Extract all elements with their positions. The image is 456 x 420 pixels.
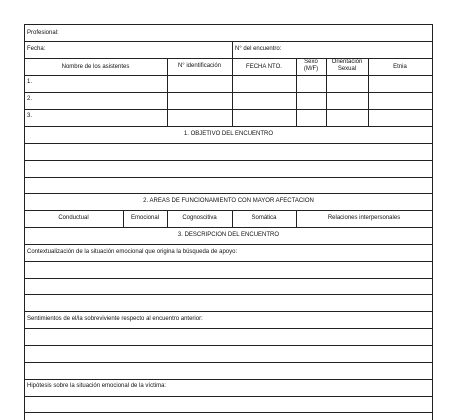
attendee-row-number: 3.: [27, 113, 33, 119]
rule: [24, 311, 433, 312]
rule: [24, 328, 433, 329]
area-cognoscitiva: Cognoscitiva: [182, 215, 217, 221]
rule: [24, 379, 433, 380]
header-etnia: Etnia: [393, 64, 407, 70]
rule: [24, 278, 433, 279]
rule: [24, 210, 433, 211]
rule: [24, 362, 433, 363]
rule: [24, 143, 433, 144]
section-title-areas: 2. AREAS DE FUNCIONAMIENTO CON MAYOR AFECTACION: [143, 198, 314, 204]
header-fecha-nto: FECHA NTO.: [246, 64, 282, 70]
attendee-row-number: 1.: [27, 79, 33, 85]
form-border-left: [24, 24, 25, 420]
header-orientacion-sexual: Sexual: [337, 66, 357, 72]
header-sexo: Sexo: [304, 59, 318, 65]
attendee-row-number: 2.: [27, 96, 33, 102]
rule: [24, 193, 433, 194]
section-title-objetivo: 1. OBJETIVO DEL ENCUENTRO: [183, 131, 274, 137]
form-border-right: [432, 24, 433, 420]
section-title-descripcion: 3. DESCRIPCION DEL ENCUENTRO: [177, 232, 280, 238]
prompt-sentimientos: Sentimientos de el/la sobreviviente respecto al encuentro anterior:: [27, 316, 203, 322]
header-nombre-asistentes: Nombre de los asistentes: [61, 64, 130, 70]
area-somatica: Somática: [251, 215, 277, 221]
rule: [24, 126, 433, 127]
rule: [24, 244, 433, 245]
header-sexo-options: (M/F): [303, 66, 319, 72]
rule: [24, 58, 433, 59]
rule: [24, 412, 433, 413]
area-relaciones-interpersonales: Relaciones interpersonales: [327, 215, 401, 221]
rule: [24, 227, 433, 228]
area-emocional: Emocional: [130, 215, 159, 221]
rule: [24, 41, 433, 42]
rule: [24, 177, 433, 178]
header-identificacion: N° identificación: [177, 63, 222, 69]
encuentro-number-label: N° del encuentro:: [235, 46, 282, 52]
rule: [24, 109, 433, 110]
rule: [24, 92, 433, 93]
area-conductual: Conductual: [58, 215, 89, 221]
prompt-contextualizacion: Contextualización de la situación emocional que origina la búsqueda de apoyo:: [27, 249, 238, 255]
profesional-label: Profesional:: [27, 30, 59, 36]
rule: [24, 396, 433, 397]
rule: [24, 160, 433, 161]
rule: [24, 261, 433, 262]
column-divider: [232, 41, 233, 58]
rule: [24, 345, 433, 346]
prompt-hipotesis: Hipótesis sobre la situación emocional de la víctima:: [27, 383, 167, 389]
header-orientacion: Orientación: [331, 59, 363, 65]
rule: [24, 294, 433, 295]
fecha-label: Fecha:: [27, 46, 46, 52]
rule: [24, 24, 433, 25]
rule: [24, 75, 433, 76]
